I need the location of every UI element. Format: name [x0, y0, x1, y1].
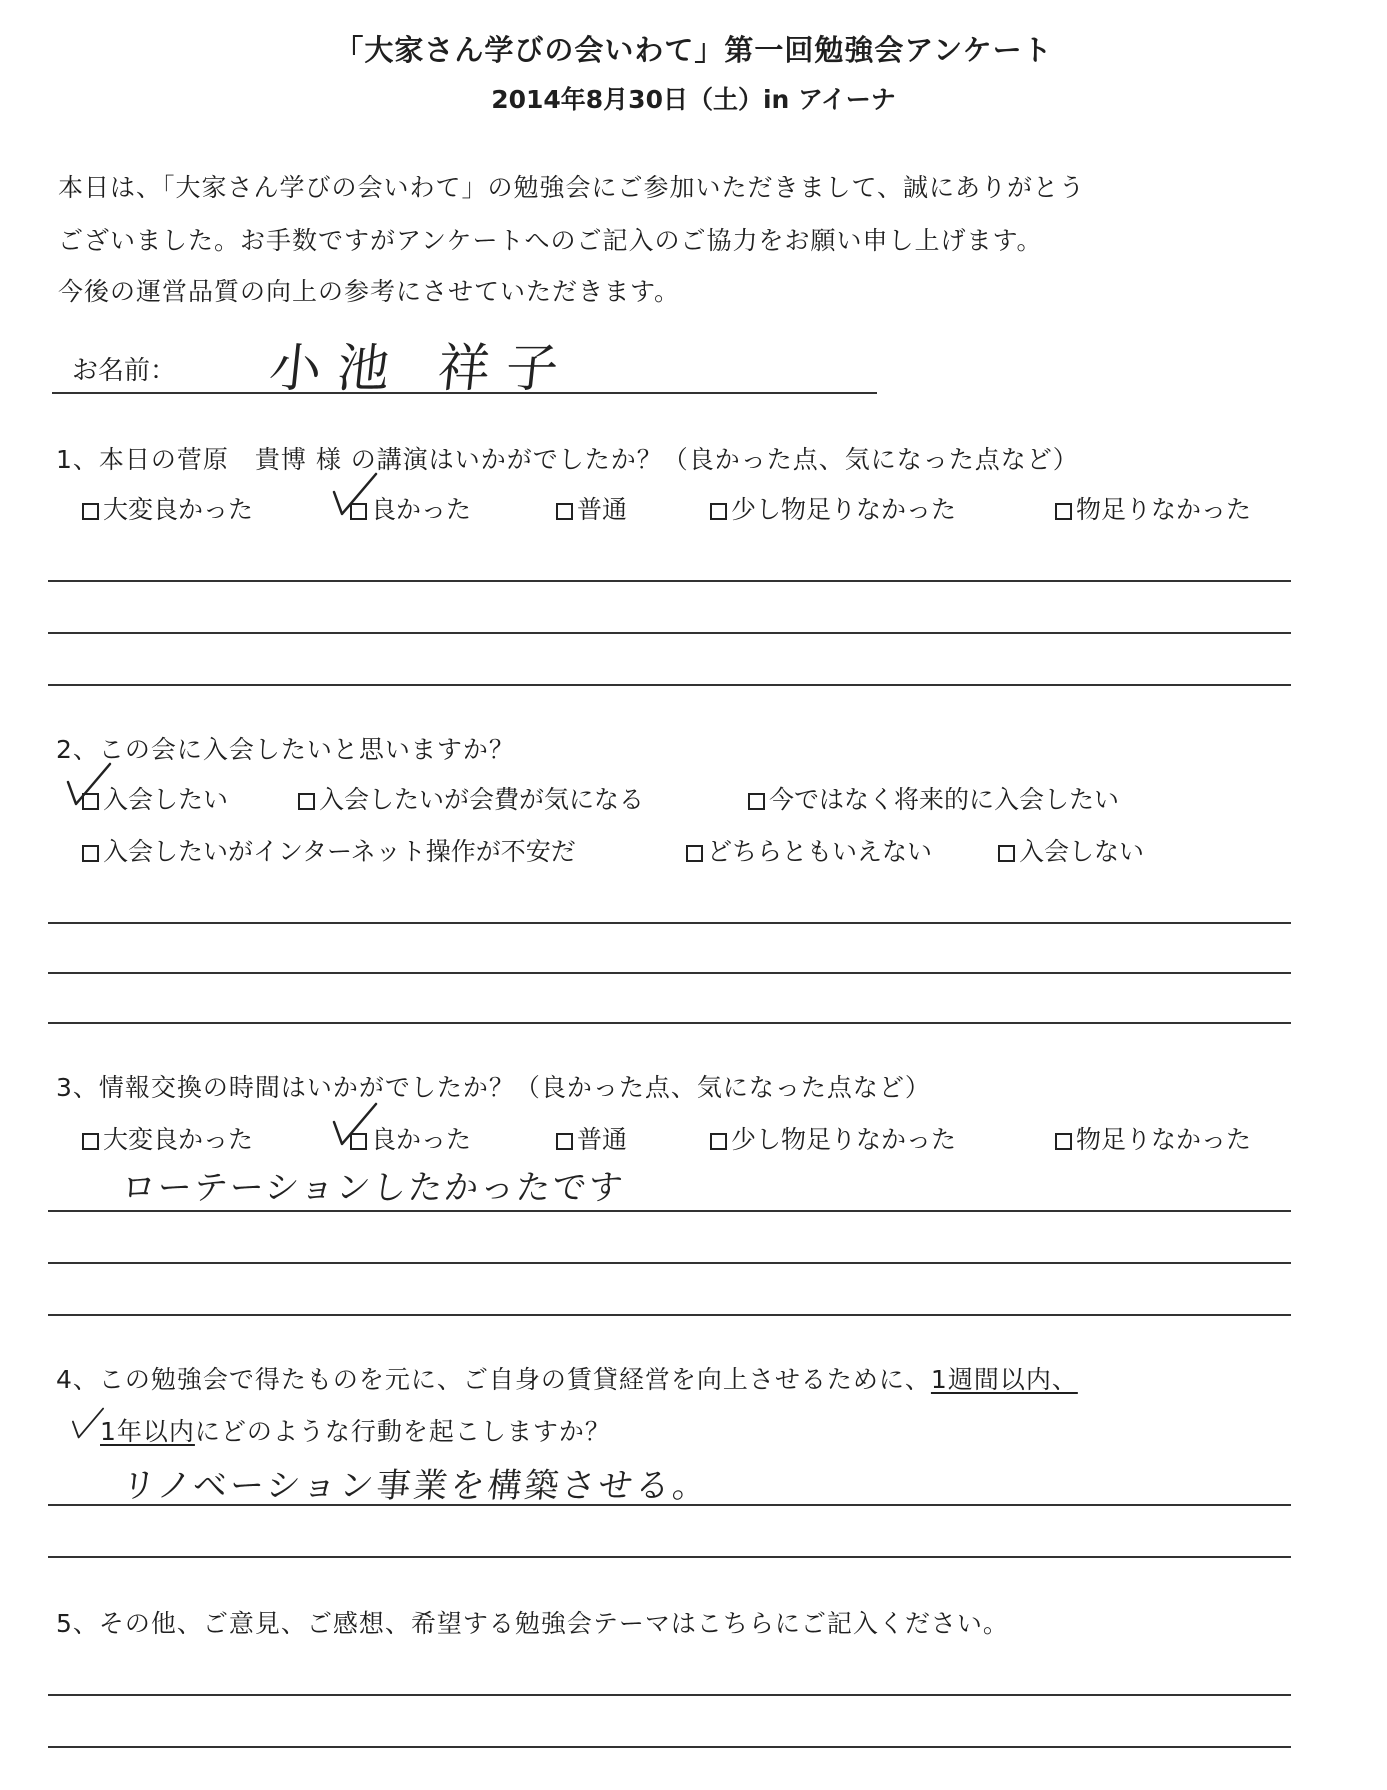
checkbox[interactable]: [556, 1133, 573, 1150]
q2-option-4[interactable]: 入会したいがインターネット操作が不安だ: [82, 832, 576, 868]
q1-answer-line-3[interactable]: [48, 684, 1291, 686]
q3-option-3[interactable]: 普通: [556, 1120, 627, 1156]
checkbox[interactable]: [82, 845, 99, 862]
q2-option-2[interactable]: 入会したいが会費が気になる: [298, 780, 644, 816]
q3-option-4[interactable]: 少し物足りなかった: [710, 1120, 956, 1156]
survey-title: 「大家さん学びの会いわて」第一回勉強会アンケート: [334, 33, 1053, 67]
check-mark-icon: [64, 760, 114, 808]
q3-answer-line-3[interactable]: [48, 1314, 1291, 1316]
checkbox[interactable]: [686, 845, 703, 862]
q4-period-option-2[interactable]: 1年以内: [100, 1417, 195, 1446]
q1-option-1[interactable]: 大変良かった: [82, 490, 253, 526]
q2-answer-line-3[interactable]: [48, 1022, 1291, 1024]
q5-question: 5、その他、ご意見、ご感想、希望する勉強会テーマはこちらにご記入ください。: [56, 1609, 1009, 1638]
checkbox[interactable]: [556, 503, 573, 520]
q5-answer-line-2[interactable]: [48, 1746, 1291, 1748]
survey-date-venue: 2014年8月30日（土）in アイーナ: [491, 85, 896, 114]
q4-question-line-2: 1年以内にどのような行動を起こしますか？: [100, 1417, 611, 1446]
q3-option-1[interactable]: 大変良かった: [82, 1120, 253, 1156]
checkbox[interactable]: [1055, 503, 1072, 520]
checkbox[interactable]: [82, 1133, 99, 1150]
name-underline: [52, 392, 877, 394]
q3-answer-line-2[interactable]: [48, 1262, 1291, 1264]
q1-option-3[interactable]: 普通: [556, 490, 627, 526]
checkbox[interactable]: [1055, 1133, 1072, 1150]
q5-answer-line-1[interactable]: [48, 1694, 1291, 1696]
q1-option-4[interactable]: 少し物足りなかった: [710, 490, 956, 526]
checkbox[interactable]: [748, 793, 765, 810]
check-mark-icon: [330, 1100, 380, 1148]
q3-handwritten-answer[interactable]: ローテーションしたかったです: [119, 1168, 627, 1208]
q3-question: 3、情報交換の時間はいかがでしたか？（良かった点、気になった点など）: [56, 1073, 931, 1102]
checkbox[interactable]: [710, 1133, 727, 1150]
q4-question-line-1: 4、この勉強会で得たものを元に、ご自身の賃貸経営を向上させるために、1週間以内、: [56, 1365, 1078, 1394]
q3-option-2[interactable]: 良かった: [350, 1120, 471, 1156]
checkbox[interactable]: [998, 845, 1015, 862]
q2-option-6[interactable]: 入会しない: [998, 832, 1144, 868]
q4-answer-line-1[interactable]: [48, 1504, 1291, 1506]
q2-question: 2、この会に入会したいと思いますか？: [56, 735, 515, 764]
q1-option-2[interactable]: 良かった: [350, 490, 471, 526]
checkbox[interactable]: [298, 793, 315, 810]
q2-option-3[interactable]: 今ではなく将来的に入会したい: [748, 780, 1119, 816]
intro-line-3: 今後の運営品質の向上の参考にさせていただきます。: [58, 277, 681, 306]
q1-answer-line-1[interactable]: [48, 580, 1291, 582]
check-mark-icon: [330, 470, 380, 518]
name-label: お名前：: [72, 356, 177, 386]
checkbox[interactable]: [82, 503, 99, 520]
name-handwritten[interactable]: 小池 祥子: [266, 339, 578, 399]
check-mark-icon: [70, 1405, 106, 1441]
q2-answer-line-1[interactable]: [48, 922, 1291, 924]
q3-option-5[interactable]: 物足りなかった: [1055, 1120, 1251, 1156]
checkbox[interactable]: [710, 503, 727, 520]
intro-line-2: ございました。お手数ですがアンケートへのご記入のご協力をお願い申し上げます。: [58, 226, 1043, 255]
q4-answer-line-2[interactable]: [48, 1556, 1291, 1558]
q1-option-5[interactable]: 物足りなかった: [1055, 490, 1251, 526]
intro-line-1: 本日は、「大家さん学びの会いわて」の勉強会にご参加いただきまして、誠にありがとう: [58, 173, 1086, 202]
q3-answer-line-1[interactable]: [48, 1210, 1291, 1212]
q4-handwritten-answer[interactable]: リノベーション事業を構築させる。: [119, 1466, 712, 1506]
q2-option-1[interactable]: 入会したい: [82, 780, 228, 816]
q1-question: 1、本日の菅原 貴博 様 の講演はいかがでしたか？（良かった点、気になった点など）: [56, 445, 1079, 474]
q4-period-option-1[interactable]: 1週間以内、: [930, 1365, 1078, 1394]
q1-answer-line-2[interactable]: [48, 632, 1291, 634]
q2-option-5[interactable]: どちらともいえない: [686, 832, 932, 868]
q2-answer-line-2[interactable]: [48, 972, 1291, 974]
